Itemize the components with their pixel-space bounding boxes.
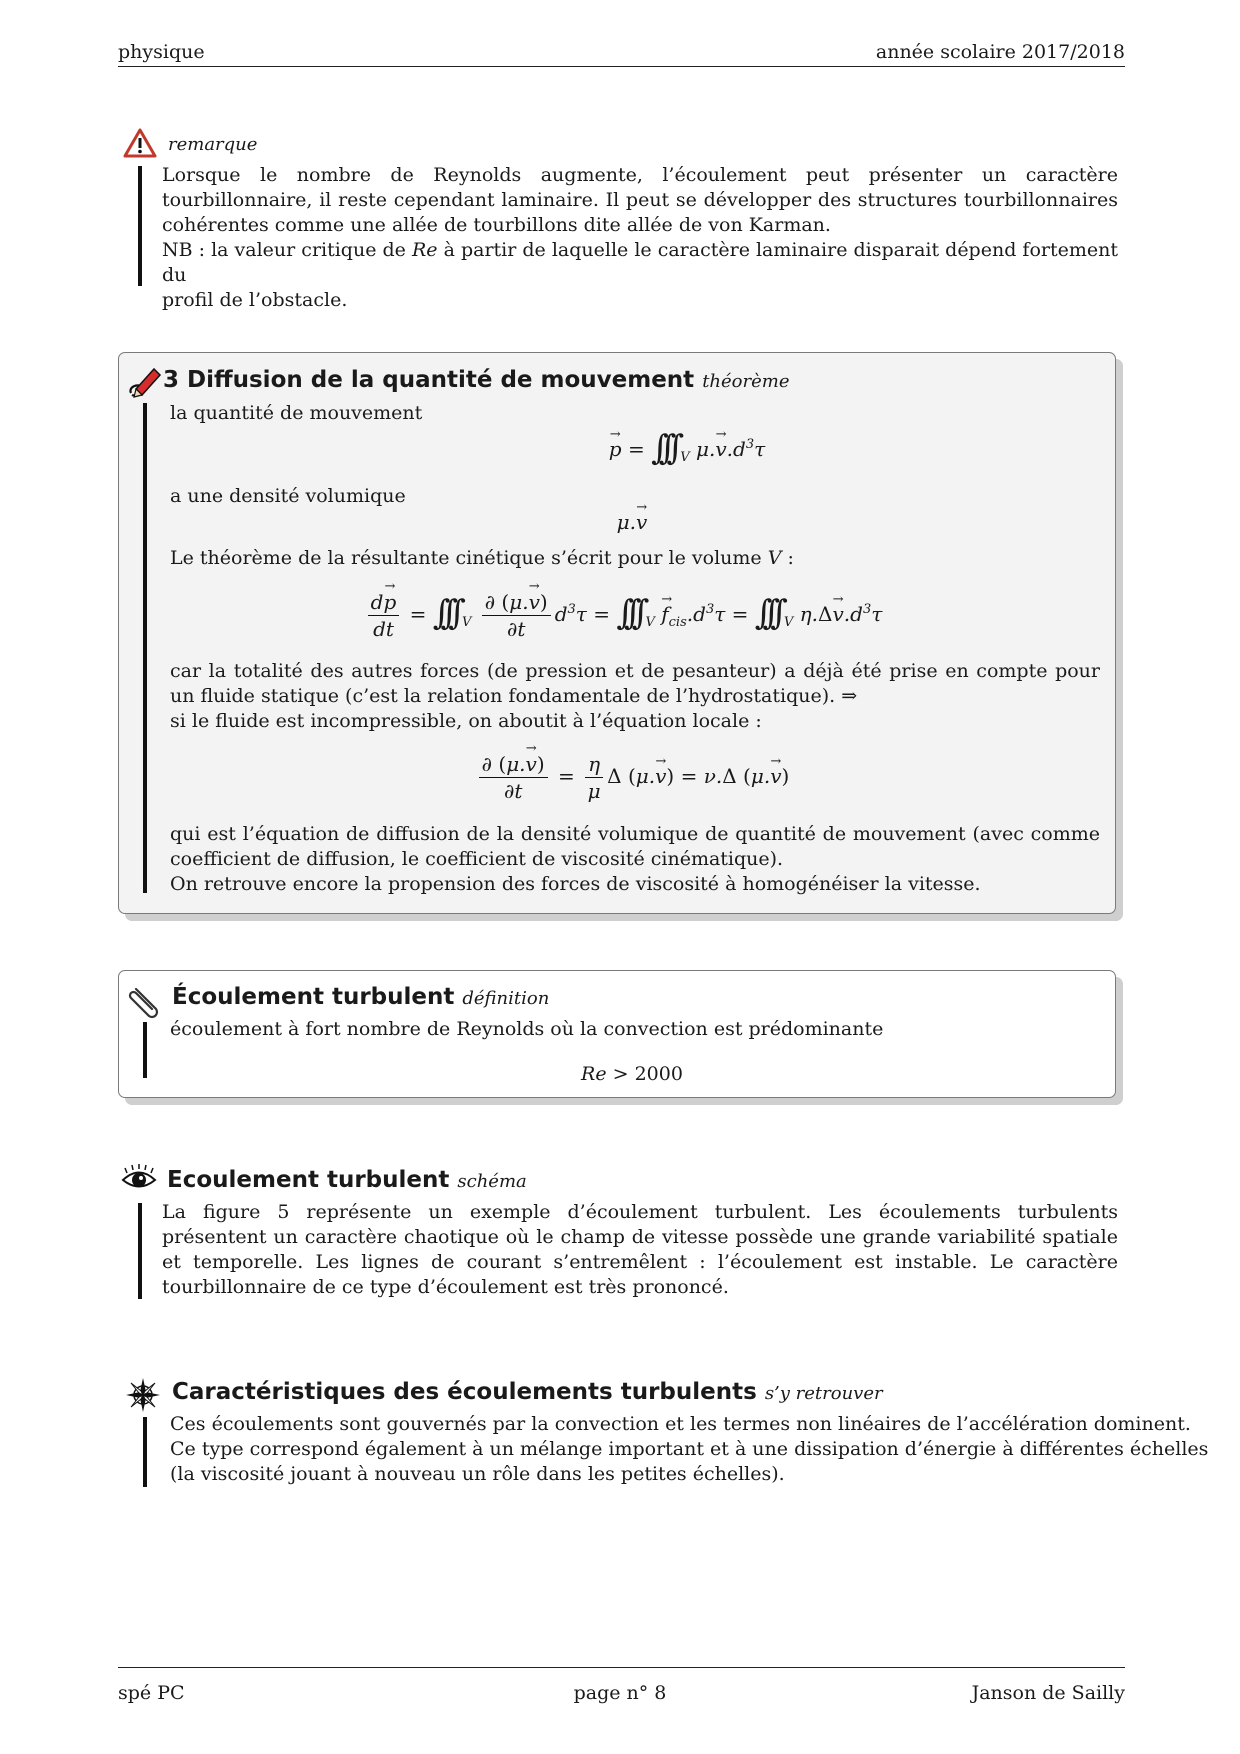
footer-right: Janson de Sailly [971,1682,1125,1704]
theorem-tag: théorème [702,371,790,392]
equation-diffusion: $\frac{\partial (\mu.\to v)}{\partial t}$ = $\frac{\eta}{\mu}$ Δ (μ.→ v) = ν.Δ (μ.→ v) [12,751,1240,804]
theorem-p3: Le théorème de la résultante cinétique s’écrit pour le volume V : [170,547,794,569]
definition-tag: définition [462,988,550,1009]
equation-momentum: → p = ∫∫∫ $_V$ $\mu.\to v.d^3\tau$ [67,432,1240,470]
schema-title: Ecoulement turbulent schéma [167,1167,527,1193]
caracteristiques-title: Caractéristiques des écoulements turbulents s’y retrouver [172,1379,883,1405]
caracteristiques-bar [143,1417,147,1487]
footer-rule [118,1667,1125,1668]
caracteristiques-text: Ces écoulements sont gouvernés par la convection et les termes non linéaires de l’accélération dominent. Ce type correspond également à un mélange important et à une dissipation d’énergie à différentes échelles (la viscosité jouant à nouveau un rôle dans les petites échelles). [170,1413,1209,1485]
footer-page-number: page n° 8 [573,1682,667,1704]
eye-icon [121,1163,157,1202]
theorem-p7: On retrouve encore la propension des forces de viscosité à homogénéiser la vitesse. [170,873,981,895]
caracteristiques-tag: s’y retrouver [764,1383,883,1404]
remarque-text: Lorsque le nombre de Reynolds augmente, l’écoulement peut présenter un caractère tourbillonnaire, il reste cependant laminaire. Il peut se développer des structures tourbillonnaires cohérentes comme une allée de tourbillons dite allée de von Karman. NB : la valeur critique de Re à partir de laquelle le caractère laminaire disparait dépend fortement du profil de l’obstacle. [162,164,1118,311]
paperclip-icon [126,983,162,1026]
schema-bar [138,1203,142,1299]
equation-resultante: $\frac{d\to p}{dt}$ = ∫∫∫ $_V$ $\frac{\partial (\mu.\to v)}{\partial t}$ $d^3\tau$ = ∫∫∫ $_V \to f_{cis}.d^3\tau$ = ∫∫∫ $_V$ $\eta.\Delta\to v.d^3\tau$ [3,589,1240,642]
definition-title: Écoulement turbulent définition [172,984,550,1010]
schema-text: La figure 5 représente un exemple d’écoulement turbulent. Les écoulements turbulents présentent un caractère chaotique où le champ de vitesse possède une grande variabilité spatiale et temporelle. Les lignes de courant s’entremêlent : l’écoulement est instable. Le caractère tourbillonnaire de ce type d’écoulement est très prononcé. [162,1201,1118,1298]
warning-icon [123,127,157,166]
header-right: année scolaire 2017/2018 [875,41,1125,63]
footer-left: spé PC [118,1682,185,1704]
definition-text: écoulement à fort nombre de Reynolds où la convection est prédominante [170,1018,884,1040]
theorem-title: 3 Diffusion de la quantité de mouvement théorème [163,367,790,393]
theorem-p4: car la totalité des autres forces (de pression et de pesanteur) a déjà été prise en compte pour un fluide statique (c’est la relation fondamentale de l’hydrostatique). ⇒ [170,660,1100,707]
header-left: physique [118,41,205,63]
theorem-p5: si le fluide est incompressible, on aboutit à l’équation locale : [170,710,762,732]
pen-icon [126,363,162,406]
schema-tag: schéma [457,1171,527,1192]
definition-equation: Re > 2000 [581,1063,683,1085]
remarque-bar [138,166,142,286]
theorem-p2: a une densité volumique [170,485,406,507]
remarque-tag: remarque [168,134,258,155]
header-rule [118,66,1125,67]
theorem-p1: la quantité de mouvement [170,402,423,424]
theorem-p6: qui est l’équation de diffusion de la densité volumique de quantité de mouvement (avec comme coefficient de diffusion, le coefficient de viscosité cinématique). [170,823,1100,870]
compass-rose-icon [125,1377,161,1420]
theorem-bar [143,403,147,893]
equation-density: μ.→ v [12,510,1240,535]
